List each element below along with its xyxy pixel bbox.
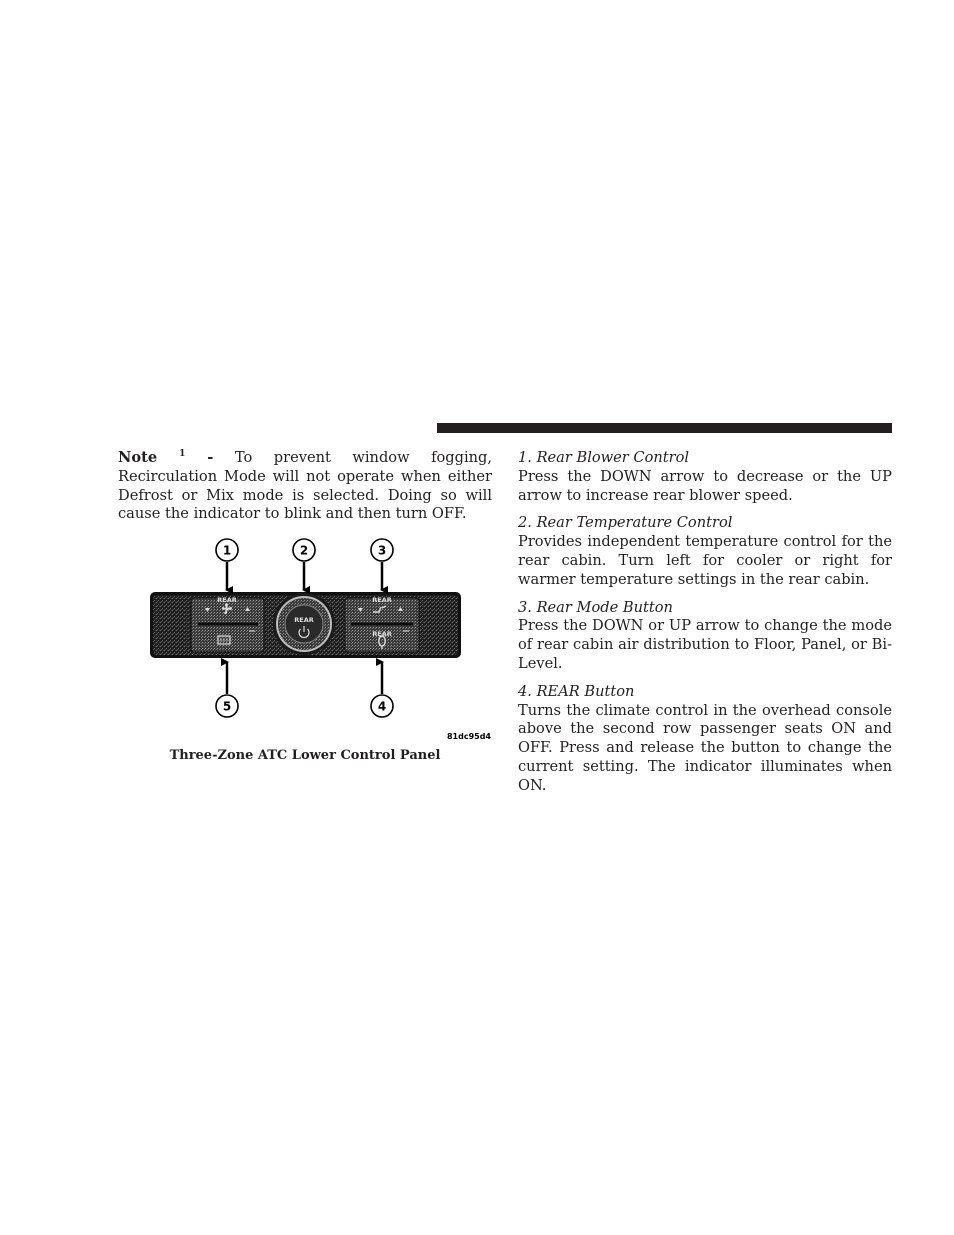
section-rear-temperature-control xyxy=(518,514,892,589)
section-rule xyxy=(437,423,892,433)
rear-label-button: REAR xyxy=(372,630,392,638)
callout-3-number: 3 xyxy=(377,543,387,558)
control-panel-body xyxy=(150,592,461,658)
section-rear-mode-button xyxy=(518,599,892,674)
section-rear-button xyxy=(518,683,892,796)
rear-label-mode: REAR xyxy=(372,596,392,604)
section-heading: 4. REAR Button xyxy=(518,682,635,700)
note-dash: - xyxy=(185,449,214,466)
callout-4 xyxy=(371,695,393,717)
callout-3 xyxy=(371,539,393,561)
callout-2-number: 2 xyxy=(299,543,309,558)
note-lead-text: Note xyxy=(118,449,158,466)
section-body: Press the DOWN or UP arrow to change the mode of rear cabin air distribution to Floor, Panel, or Bi-Level. xyxy=(518,617,892,672)
callout-1-number: 1 xyxy=(222,543,232,558)
right-column xyxy=(518,449,892,805)
left-column xyxy=(118,449,492,524)
section-heading: 2. Rear Temperature Control xyxy=(518,514,733,532)
figure-code: 81dc95d4 xyxy=(446,732,491,741)
callout-5-number: 5 xyxy=(222,699,232,714)
section-body: Press the DOWN arrow to decrease or the UP arrow to increase rear blower speed. xyxy=(518,467,892,504)
section-body: Turns the climate control in the overhead console above the second row passenger seats ON and OFF. Press and release the button to change the current setting. The indicator illuminates when ON. xyxy=(518,701,892,794)
section-rear-blower-control xyxy=(518,449,892,505)
callout-4-number: 4 xyxy=(377,699,387,714)
callout-1 xyxy=(216,539,238,561)
note-label xyxy=(118,449,213,466)
control-panel-figure xyxy=(148,534,494,746)
section-body: Provides independent temperature control for the rear cabin. Turn left for cooler or right for warmer temperature settings in the rear cabin. xyxy=(518,533,892,588)
control-panel-illustration xyxy=(148,534,494,746)
section-heading: 3. Rear Mode Button xyxy=(518,598,673,616)
rear-label-blower: REAR xyxy=(217,596,237,604)
note-paragraph xyxy=(118,449,492,524)
callout-2 xyxy=(293,539,315,561)
note-text: To prevent window fogging, Recirculation Mode will not operate when either Defrost or Mix mode is selected. Doing so will cause the indicator to blink and then turn OFF. xyxy=(118,449,492,523)
callout-5 xyxy=(216,695,238,717)
rear-label-knob: REAR xyxy=(294,616,314,624)
note-superscript: 1 xyxy=(179,449,186,459)
figure-caption: Three-Zone ATC Lower Control Panel xyxy=(169,748,441,763)
section-heading: 1. Rear Blower Control xyxy=(518,449,690,466)
